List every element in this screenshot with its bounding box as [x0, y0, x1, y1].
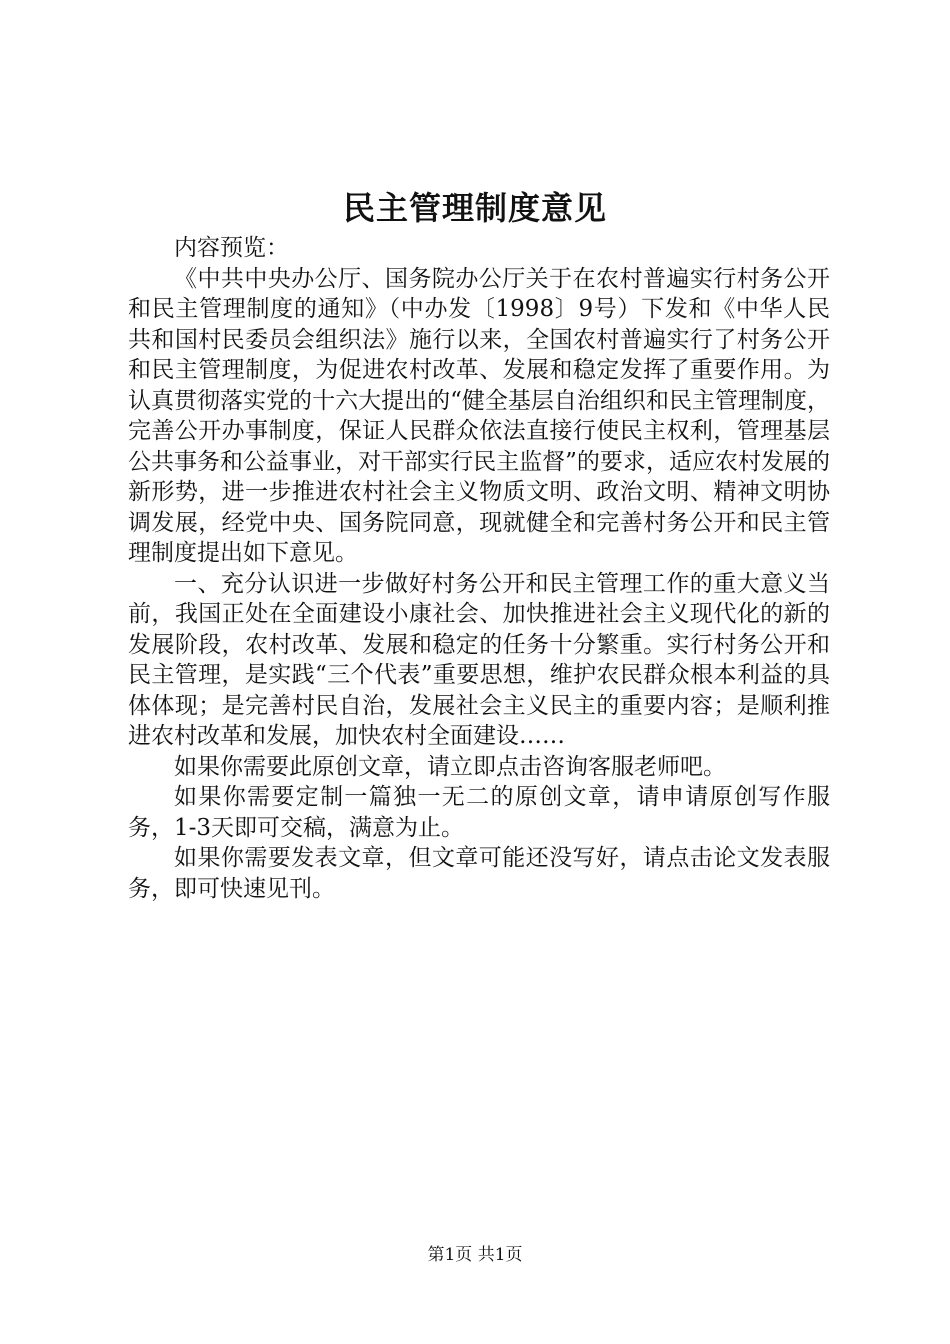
- paragraph-consult-link: 如果你需要此原创文章，请立即点击咨询客服老师吧。: [174, 753, 726, 780]
- paragraph-publish-service: 如果你需要发表文章，但文章可能还没写好，请点击论文发表服务，即可快速见刊。: [128, 845, 830, 902]
- paragraph-custom-writing: 如果你需要定制一篇独一无二的原创文章，请申请原创写作服务，1-3天即可交稿，满意为止。: [128, 784, 830, 841]
- document-title: 民主管理制度意见: [342, 189, 607, 227]
- paragraph-section-one: 一、充分认识进一步做好村务公开和民主管理工作的重大意义当前，我国正处在全面建设小康社会、加快推进社会主义现代化的新的发展阶段，农村改革、发展和稳定的任务十分繁重。实行村务公开和民主管理，是实践“三个代表”重要思想，维护农民群众根本利益的具体体现；是完善村民自治，发展社会主义民主的重要内容；是顺利推进农村改革和发展，加快农村全面建设……: [128, 570, 830, 749]
- preview-label: 内容预览：: [174, 235, 289, 261]
- document-body: [128, 233, 830, 904]
- paragraph-intro: 《中共中央办公厅、国务院办公厅关于在农村普遍实行村务公开和民主管理制度的通知》（中办发〔1998〕9号）下发和《中华人民共和国村民委员会组织法》施行以来，全国农村普遍实行了村务公开和民主管理制度，为促进农村改革、发展和稳定发挥了重要作用。为认真贯彻落实党的十六大提出的“健全基层自治组织和民主管理制度，完善公开办事制度，保证人民群众依法直接行使民主权利，管理基层公共事务和公益事业，对干部实行民主监督”的要求，适应农村发展的新形势，进一步推进农村社会主义物质文明、政治文明、精神文明协调发展，经党中央、国务院同意，现就健全和完善村务公开和民主管理制度提出如下意见。: [128, 265, 830, 566]
- page-number-footer: 第1页 共1页: [427, 1245, 523, 1265]
